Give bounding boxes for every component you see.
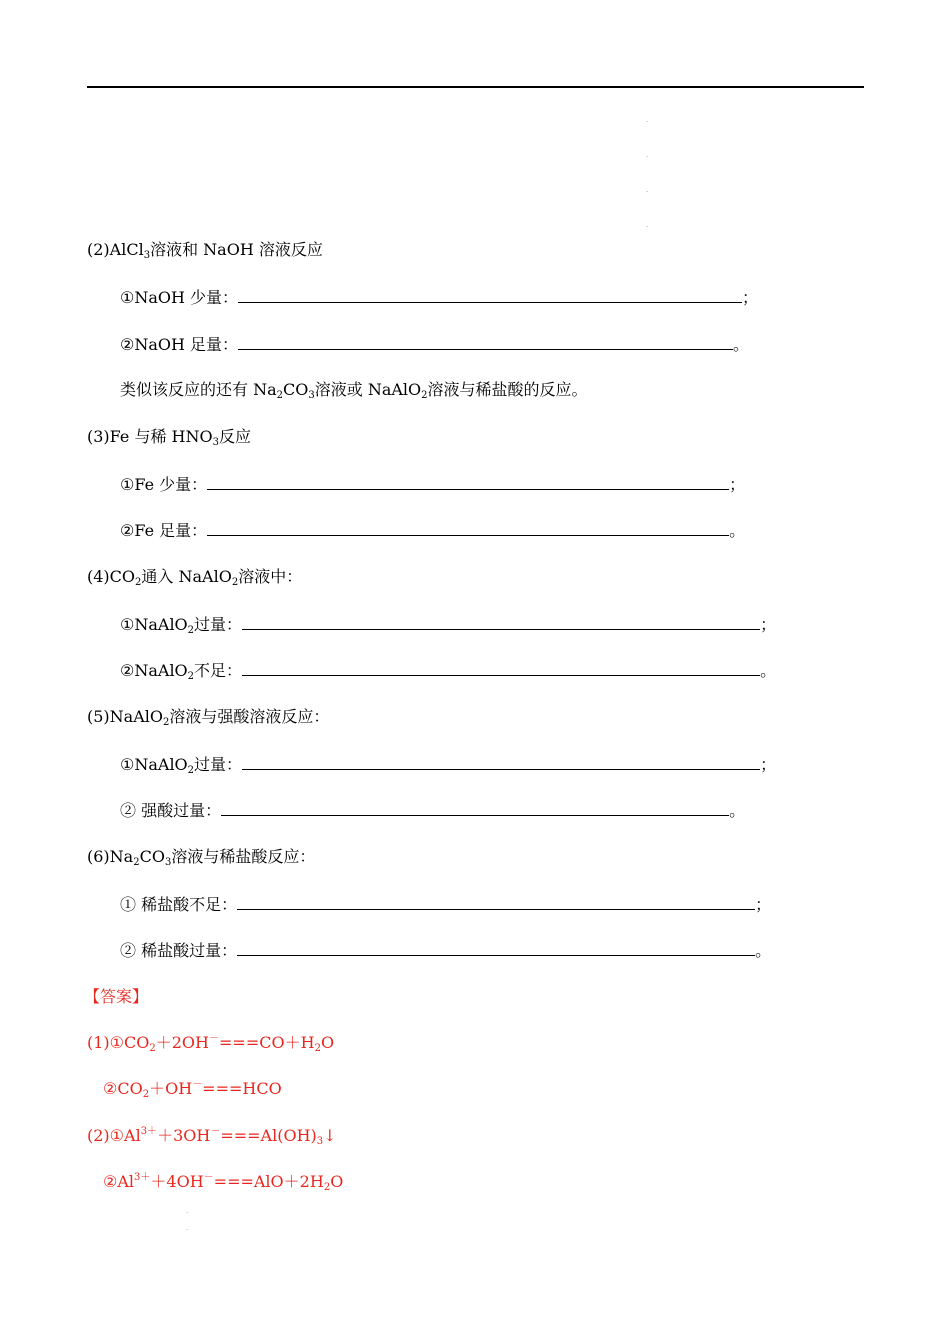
question-2a: ①NaOH 少量： ； (120, 288, 759, 307)
question-5a: ①NaAlO$_2$过量： ； (120, 755, 777, 776)
question-2-title: (2)AlCl$_3$溶液和 NaOH 溶液反应 (87, 240, 323, 261)
answer-line-2: $②CO_2+OH^-===HCO$ (103, 1079, 282, 1100)
answer-blank[interactable] (221, 800, 729, 816)
stray-dot: . (646, 221, 649, 229)
answer-blank[interactable] (242, 660, 760, 676)
answer-blank[interactable] (207, 474, 729, 490)
question-2-note: 类似该反应的还有 $Na_2CO_3$溶液或 NaAlO$_2$溶液与稀盐酸的反应。 (120, 380, 588, 401)
stray-dot: . (646, 151, 649, 159)
question-6a: ① 稀盐酸不足： ； (120, 895, 772, 914)
question-5b: ② 强酸过量： 。 (120, 801, 746, 820)
question-4b: ②NaAlO$_2$不足： 。 (120, 661, 777, 682)
answer-blank[interactable] (237, 894, 755, 910)
answer-blank[interactable] (238, 287, 742, 303)
question-4a: ①NaAlO$_2$过量： ； (120, 615, 777, 636)
question-2b: ②NaOH 足量： 。 (120, 335, 750, 354)
stray-dot: . (186, 1224, 189, 1232)
answer-line-4: $②Al^{3+}+4OH^-===AlO+2H_2O$ (103, 1172, 344, 1193)
stray-dot: . (646, 186, 649, 194)
answer-blank[interactable] (242, 614, 760, 630)
header-rule (87, 86, 864, 88)
answer-blank[interactable] (207, 520, 729, 536)
answer-blank[interactable] (237, 940, 755, 956)
answer-blank[interactable] (242, 754, 760, 770)
stray-dot: . (646, 116, 649, 124)
question-6b: ② 稀盐酸过量： 。 (120, 941, 772, 960)
answer-line-1: $(1)①CO_2+2OH^-===CO+H_2O$ (87, 1033, 335, 1054)
question-6-title: $(6)Na_2CO_3$溶液与稀盐酸反应： (87, 847, 316, 868)
question-4-title: $(4)CO_2$通入 NaAlO$_2$溶液中： (87, 567, 303, 588)
stray-dot: . (186, 1207, 189, 1215)
question-3b: ②Fe 足量： 。 (120, 521, 746, 540)
question-5-title: (5)NaAlO$_2$溶液与强酸溶液反应： (87, 707, 330, 728)
answer-line-3: $(2)①Al^{3+}+3OH^-===Al(OH)_3↓$ (87, 1126, 337, 1147)
answer-heading: 【答案】 (84, 987, 149, 1006)
question-3-title: (3)Fe 与稀 $HNO_3$反应 (87, 427, 251, 448)
question-3a: ①Fe 少量： ； (120, 475, 746, 494)
answer-blank[interactable] (238, 334, 733, 350)
